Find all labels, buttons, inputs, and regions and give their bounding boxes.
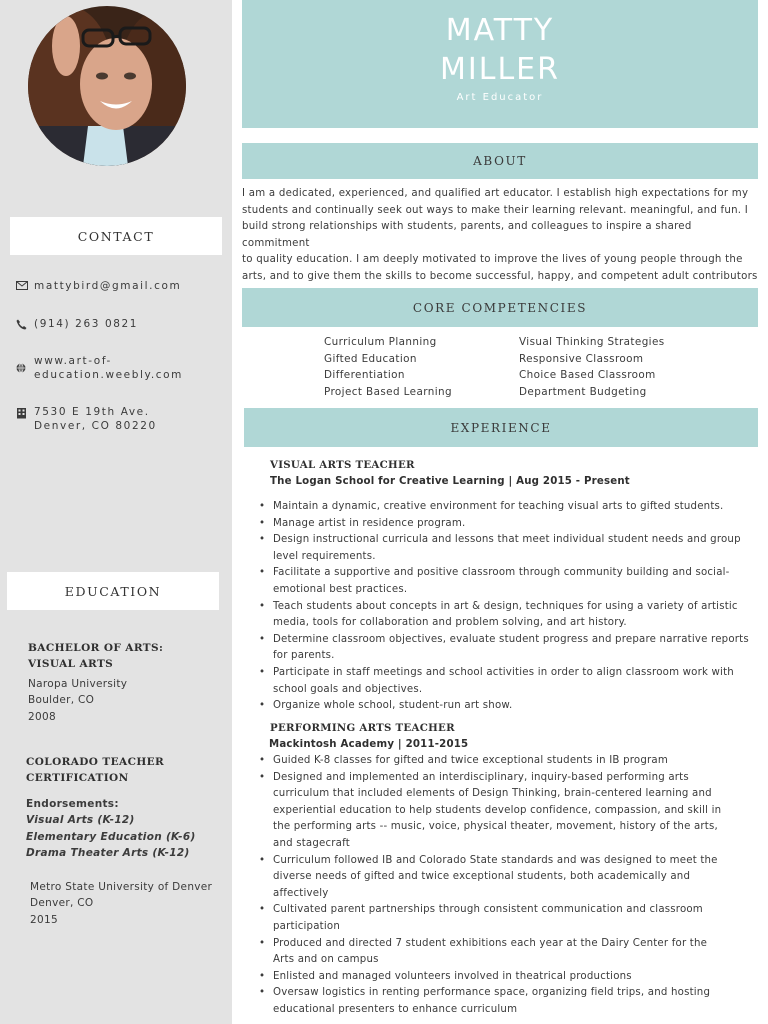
bullet-line: • Determine classroom objectives, evaluate student progress and prepare narrative reports xyxy=(273,633,749,645)
bullet-line: the performing arts -- music, voice, physical theater, movement, history of the arts, xyxy=(273,821,718,833)
job-organization: The Logan School for Creative Learning | Aug 2015 - Present xyxy=(270,476,630,487)
about-line: students and continually seek out ways to make their learning relevant. meaningful, and fun. I xyxy=(242,204,749,216)
building-icon xyxy=(16,406,34,419)
competency-item: Responsive Classroom xyxy=(519,352,644,365)
bullet-item xyxy=(258,969,758,986)
bullet-item xyxy=(258,599,758,632)
bullet-line: • Oversaw logistics in renting performance space, organizing field trips, and hosting xyxy=(273,987,711,999)
bullet-line: • Design instructional curricula and lessons that meet individual student needs and group xyxy=(273,534,741,546)
cert-line-1: COLORADO TEACHER xyxy=(26,756,165,768)
cert-school: Metro State University of Denver xyxy=(30,881,213,893)
bullet-item xyxy=(258,565,758,598)
competencies-heading: CORE COMPETENCIES xyxy=(242,288,758,327)
contact-address xyxy=(16,406,157,433)
competency-item: Department Budgeting xyxy=(519,385,647,398)
contact-website xyxy=(16,355,183,382)
bullet-line: school goals and objectives. xyxy=(273,683,423,695)
bullet-line: level requirements. xyxy=(273,550,376,562)
degree-location: Boulder, CO xyxy=(28,694,95,706)
endorsement-item: Visual Arts (K-12) xyxy=(26,814,135,826)
phone-icon xyxy=(16,318,34,330)
website-line-1: www.art-of- xyxy=(34,355,112,367)
competencies-right-column xyxy=(519,334,665,400)
bullet-item xyxy=(258,853,758,903)
bullet-line: diverse needs of gifted and twice exceptional students, both academically and xyxy=(273,871,691,883)
about-heading: ABOUT xyxy=(242,143,758,179)
job-bullets xyxy=(258,499,758,715)
bullet-line: media, tools for collaboration and problem solving, and art history. xyxy=(273,617,627,629)
job-organization: Mackintosh Academy | 2011-2015 xyxy=(269,739,469,750)
website-line-2: education.weebly.com xyxy=(34,368,184,381)
phone-number: (914) 263 0821 xyxy=(34,318,139,330)
bullet-line: for parents. xyxy=(273,650,335,662)
bullet-line: • Guided K-8 classes for gifted and twice exceptional students in IB program xyxy=(273,755,668,766)
competency-item: Gifted Education xyxy=(324,352,417,365)
competencies-left-column xyxy=(324,334,452,400)
last-name: MILLER xyxy=(440,52,560,87)
cert-title xyxy=(26,754,164,786)
competency-item: Differentiation xyxy=(324,369,405,382)
about-line: to quality education. I am deeply motivated to improve the lives of young people through the xyxy=(242,254,743,266)
bullet-item xyxy=(258,632,758,665)
about-line: build strong relationships with students, parents, and colleagues to inspire a shared commitment xyxy=(242,221,692,249)
degree-year: 2008 xyxy=(28,711,56,723)
bullet-item xyxy=(258,698,758,715)
bullet-line: educational presenters to enhance curriculum xyxy=(273,1003,518,1015)
bullet-line: • Organize whole school, student-run art show. xyxy=(273,700,513,712)
bullet-line: emotional best practices. xyxy=(273,583,408,595)
competency-item: Choice Based Classroom xyxy=(519,369,656,382)
bullet-item xyxy=(258,532,758,565)
job-title: VISUAL ARTS TEACHER xyxy=(270,459,415,471)
job-bullets xyxy=(258,753,758,1019)
job-title: PERFORMING ARTS TEACHER xyxy=(270,722,455,734)
bullet-line: • Teach students about concepts in art & design, techniques for using a variety of artistic xyxy=(273,600,738,612)
first-name: MATTY xyxy=(445,13,555,48)
bullet-item xyxy=(258,665,758,698)
bullet-line: • Curriculum followed IB and Colorado State standards and was designed to meet the xyxy=(273,854,718,866)
bullet-item xyxy=(258,499,758,516)
address-line-2: Denver, CO 80220 xyxy=(34,419,157,432)
experience-heading: EXPERIENCE xyxy=(244,408,758,447)
endorsement-item: Drama Theater Arts (K-12) xyxy=(26,847,190,859)
bullet-line: • Produced and directed 7 student exhibitions each year at the Dairy Center for the xyxy=(273,937,708,949)
job-role: Art Educator xyxy=(456,92,544,103)
bullet-line: • Participate in staff meetings and school activities in order to align classroom work with xyxy=(273,666,734,678)
bullet-item xyxy=(258,936,758,969)
degree-title xyxy=(28,640,163,672)
contact-phone xyxy=(16,318,138,332)
cert-year: 2015 xyxy=(30,914,58,926)
about-line: I am a dedicated, experienced, and qualified art educator. I establish high expectations for my xyxy=(242,188,749,199)
bullet-line: • Enlisted and managed volunteers involved in theatrical productions xyxy=(273,970,632,982)
bullet-line: • Manage artist in residence program. xyxy=(273,517,466,529)
about-line: arts, and to give them the skills to become successful, happy, and competent adult contributors xyxy=(242,270,758,282)
globe-icon xyxy=(16,355,34,373)
bullet-line: and stagecraft xyxy=(273,837,350,849)
bullet-line: • Facilitate a supportive and positive classroom through community building and social- xyxy=(273,567,730,579)
cert-location: Denver, CO xyxy=(30,897,94,909)
profile-photo xyxy=(28,6,186,166)
bullet-item xyxy=(258,902,758,935)
bullet-line: experiential education to help students develop confidence, compassion, and skill in xyxy=(273,804,722,816)
envelope-icon xyxy=(16,280,34,291)
competency-item: Curriculum Planning xyxy=(324,336,437,348)
degree-school: Naropa University xyxy=(28,678,128,690)
competency-item: Project Based Learning xyxy=(324,385,452,398)
degree-line-2: VISUAL ARTS xyxy=(28,658,114,670)
website-link[interactable] xyxy=(34,355,183,382)
bullet-item xyxy=(258,770,758,853)
bullet-line: curriculum that included elements of Design Thinking, brain-centered learning and xyxy=(273,788,712,800)
contact-email xyxy=(16,280,181,294)
cert-line-2: CERTIFICATION xyxy=(26,772,129,784)
endorsements-label: Endorsements: xyxy=(26,798,119,810)
email-link[interactable]: mattybird@gmail.com xyxy=(34,280,182,292)
about-text xyxy=(242,186,762,302)
education-heading: EDUCATION xyxy=(7,572,219,610)
name-banner xyxy=(242,0,758,128)
bullet-item xyxy=(258,516,758,533)
address-line-1: 7530 E 19th Ave. xyxy=(34,406,150,418)
bullet-line: Arts and on campus xyxy=(273,954,379,966)
sidebar xyxy=(0,0,232,1024)
bullet-line: participation xyxy=(273,920,340,932)
bullet-item xyxy=(258,985,758,1018)
degree-line-1: BACHELOR OF ARTS: xyxy=(28,642,164,654)
bullet-line: affectively xyxy=(273,887,329,899)
address-text xyxy=(34,406,157,433)
bullet-item xyxy=(258,753,758,770)
bullet-line: • Designed and implemented an interdisciplinary, inquiry-based performing arts xyxy=(273,771,689,783)
bullet-line: • Maintain a dynamic, creative environment for teaching visual arts to gifted students. xyxy=(273,501,724,512)
endorsement-item: Elementary Education (K-6) xyxy=(26,831,196,843)
competency-item: Visual Thinking Strategies xyxy=(519,336,665,348)
contact-heading: CONTACT xyxy=(10,217,222,255)
bullet-line: • Cultivated parent partnerships through consistent communication and classroom xyxy=(273,904,703,916)
